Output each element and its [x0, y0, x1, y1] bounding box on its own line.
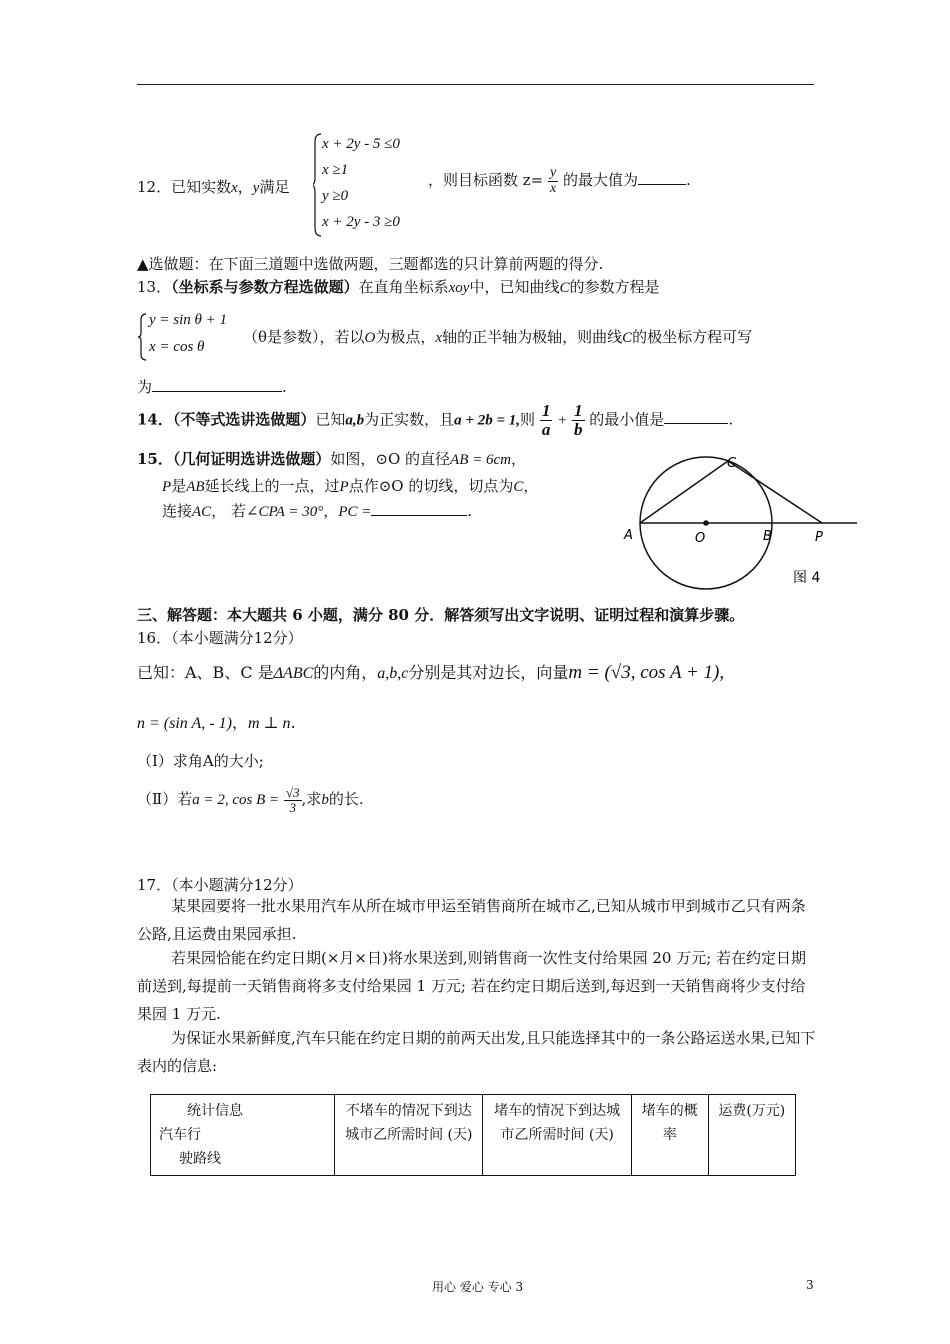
q13-line-1: 13．（坐标系与参数方程选做题）在直角坐标系xoy中，已知曲线C的参数方程是	[137, 278, 660, 296]
table-header-no-jam-time: 不堵车的情况下到达城市乙所需时间 (天)	[335, 1095, 483, 1176]
q15-line-2: P是AB延长线上的一点，过P点作⊙O 的切线，切点为C，	[162, 477, 539, 495]
q13-line-3: 为 .	[137, 378, 287, 396]
q12-objective: ，则目标函数 z= $\frac{y}{x}$ 的最大值为 .	[428, 165, 691, 196]
q16-line-1: 已知：A、B、C 是ΔABC的内角，a,b,c分别是其对边长，向量m = (√3, cos A + 1),	[137, 662, 725, 683]
figure-caption: 图 4	[793, 570, 821, 586]
chord-ac	[640, 461, 728, 523]
label-a: A	[624, 528, 633, 543]
q16-part-1: （Ⅰ）求角A的大小;	[137, 752, 264, 770]
label-p: P	[815, 530, 823, 545]
label-c: C	[727, 456, 737, 471]
q17-paragraph-3: 为保证水果新鲜度,汽车只能在约定日期的前两天出发,且只能选择其中的一条公路运送水果,已知下表内的信息:	[137, 1029, 816, 1075]
q12-answer-blank[interactable]	[638, 184, 686, 185]
table-row	[151, 1095, 796, 1176]
q16-header: 16．（本小题满分12分）	[137, 629, 303, 647]
footer-motto: 用心 爱心 专心 3	[432, 1280, 524, 1294]
q16-line-2: n = (sin A, - 1)，m ⊥ n.	[137, 713, 296, 732]
label-o: O	[695, 531, 706, 546]
q13-eq-2: x = cos θ	[149, 339, 205, 355]
table-header-jam-probability: 堵车的概率	[631, 1095, 708, 1176]
q15-line-3: 连接AC， 若∠CPA = 30°，PC = .	[162, 502, 473, 520]
q15-line-1: 15．（几何证明选讲选做题）如图，⊙O 的直径AB = 6cm，	[137, 450, 526, 468]
page-number: 3	[806, 1278, 814, 1292]
table-header-jam-time: 堵车的情况下到达城市乙所需时间 (天)	[483, 1095, 631, 1176]
q17-paragraph-1: 某果园要将一批水果用汽车从所在城市甲运至销售商所在城市乙,已知从城市甲到城市乙只有两条公路,且运费由果园承担.	[137, 897, 806, 943]
elective-note: ▲选做题：在下面三道题中选做两题，三题都选的只计算前两题的得分.	[137, 255, 604, 273]
q13-brace	[137, 312, 149, 362]
center-dot	[703, 520, 709, 526]
label-b: B	[763, 529, 772, 544]
q13-eq-1: y = sin θ + 1	[149, 312, 228, 328]
table-diagonal-header: 统计信息 汽车行 驶路线	[151, 1095, 335, 1176]
q13-line-2: （θ是参数），若以O为极点，x轴的正半轴为极轴，则曲线C的极坐标方程可写	[243, 328, 753, 346]
q12-constraint-2: x ≥1	[322, 162, 349, 178]
q12-constraint-4: x + 2y - 3 ≥0	[322, 214, 400, 230]
tangent-pc	[728, 461, 822, 523]
q14-answer-blank[interactable]	[664, 423, 728, 424]
section-3-heading: 三、解答题：本大题共 6 小题，满分 80 分．解答须写出文字说明、证明过程和演算步骤。	[137, 606, 745, 624]
q16-part-2: （Ⅱ）若a = 2, cos B = $\frac{√3}{3}$ ,求b的长.	[137, 785, 364, 815]
q15-answer-blank[interactable]	[371, 515, 467, 516]
table-header-freight-cost: 运费(万元)	[708, 1095, 795, 1176]
header-rule	[137, 84, 814, 85]
q13-answer-blank[interactable]	[152, 391, 282, 392]
q12-constraint-3: y ≥0	[322, 188, 349, 204]
q12-line: 12．已知实数x，y满足	[137, 178, 290, 196]
q15-figure	[615, 446, 865, 591]
q12-constraint-1: x + 2y - 5 ≤0	[322, 136, 400, 152]
q14-line: 14．（不等式选讲选做题）已知a,b为正实数，且a + 2b = 1,则 $\frac{1}{a}$ + $\frac{1}{b}$ 的最小值是 .	[137, 401, 734, 439]
q17-header: 17．（本小题满分12分）	[137, 876, 303, 894]
q17-paragraph-2: 若果园恰能在约定日期(×月×日)将水果送到,则销售商一次性支付给果园 20 万元; 若在约定日期前送到,每提前一天销售商将多支付给果园 1 万元; 若在约定日期后送到,每迟到一天销售商将少支付给果园 1 万元.	[137, 949, 807, 1023]
q17-info-table	[150, 1094, 796, 1176]
